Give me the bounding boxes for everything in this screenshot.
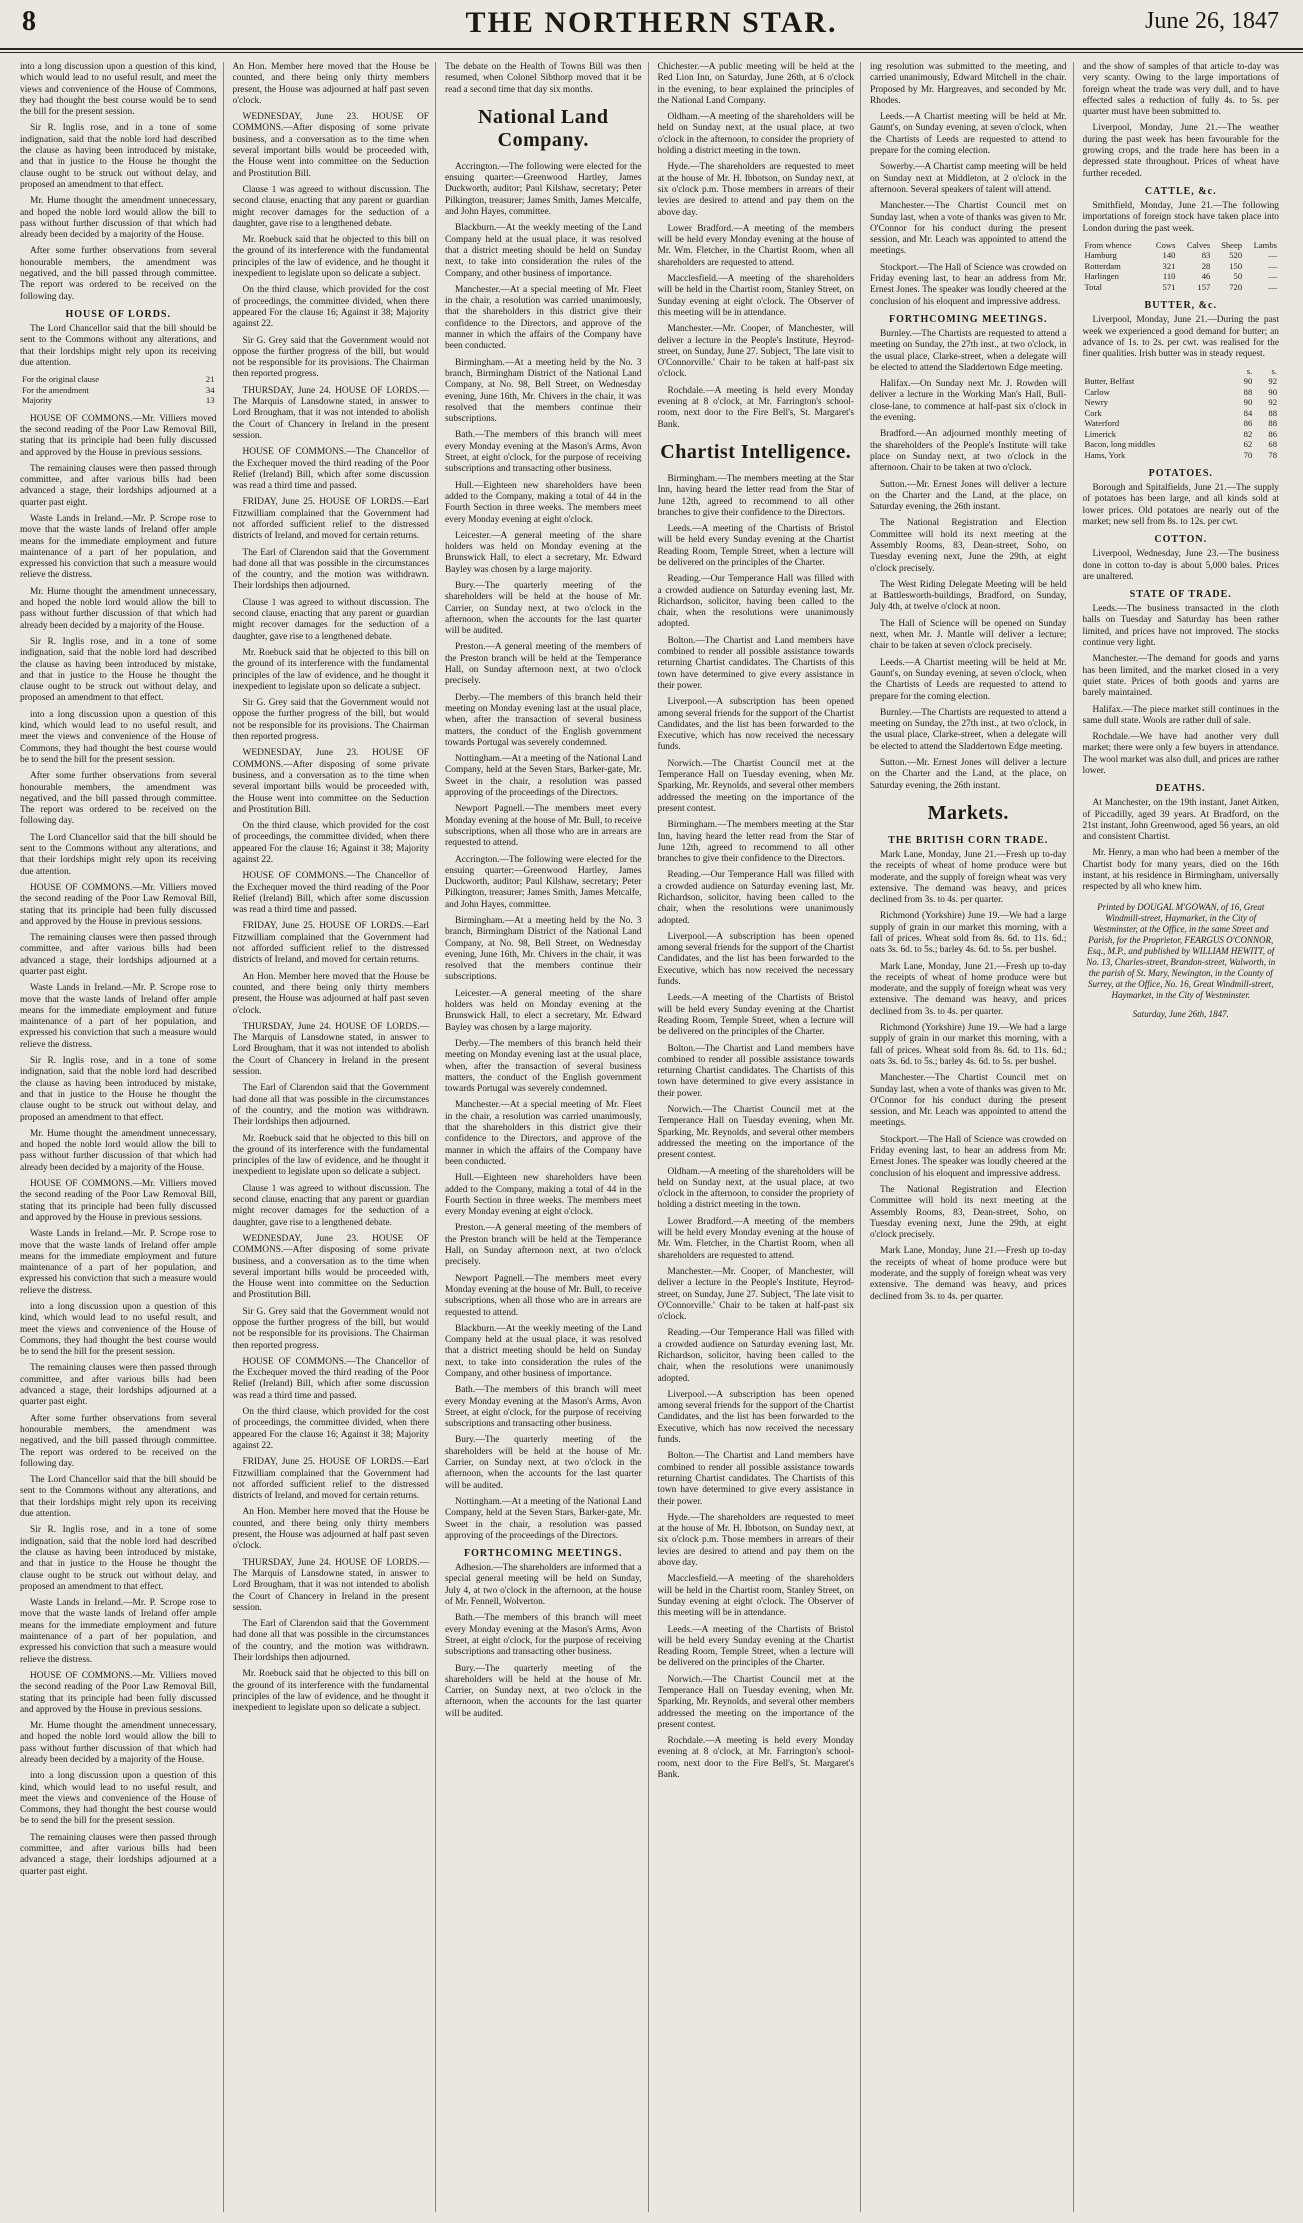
article-paragraph: Bath.—The members of this branch will meet every Monday evening at the Mason's Arms, Avon Street, at eight o'clock, for the purpose of receiving subscriptions and transacting other business. (445, 1385, 642, 1430)
article-paragraph: On the third clause, which provided for the cost of proceedings, the committee divided, when there appeared For the clause 16; Against it 38; Majority against 22. (232, 1407, 429, 1451)
article-paragraph: Waste Lands in Ireland.—Mr. P. Scrope rose to move that the waste lands of Ireland offer ample means for the immediate employment and future maintenance of a part of her population, and expressed his conviction that such a measure would relieve the distress. (20, 983, 217, 1050)
article-paragraph: Bolton.—The Chartist and Land members have combined to render all possible assistance towards returning Chartist candidates. The Chartists of this town have determined to give every assistance in their power. (657, 1451, 854, 1507)
article-paragraph: Bury.—The quarterly meeting of the shareholders will be held at the house of Mr. Carrier, on Sunday next, at two o'clock in the afternoon, when the accounts for the last quarter will be audited. (445, 580, 642, 637)
newspaper-title: THE NORTHERN STAR. (465, 6, 838, 39)
article-paragraph: Stockport.—The Hall of Science was crowded on Friday evening last, to hear an address from Mr. Ernest Jones. The speaker was loudly cheered at the conclusion of his eloquent and impressive address. (870, 1134, 1067, 1179)
article-paragraph: Bradford.—An adjourned monthly meeting of the shareholders of the People's Institute will take place on Sunday next, at two o'clock in the afternoon. Chair to be taken at two o'clock. (870, 429, 1067, 474)
section-heading: THE BRITISH CORN TRADE. (888, 834, 1049, 846)
article-paragraph: Leeds.—The business transacted in the cloth halls on Tuesday and Saturday has been rather limited, and prices have not improved. The stocks continue very light. (1082, 604, 1279, 649)
article-paragraph: Oldham.—A meeting of the shareholders will be held on Sunday next, at the usual place, at two o'clock in the afternoon, to consider the propriety of holding a district meeting in the town. (657, 112, 854, 157)
page-number: 8 (22, 6, 36, 37)
column-5 (870, 62, 1074, 2212)
section-heading: FORTHCOMING MEETINGS. (464, 1548, 623, 1560)
article-paragraph: Blackburn.—At the weekly meeting of the Land Company held at the usual place, it was resolved that a district meeting should be held on Sunday next, to take into consideration the rules of the Company, and other business of importance. (445, 223, 642, 279)
article-paragraph: Rochdale.—We have had another very dull market; there were only a few buyers in attendance. The wool market was also dull, and prices are rather lower. (1082, 732, 1279, 776)
article-paragraph: THURSDAY, June 24. HOUSE OF LORDS.—The Marquis of Lansdowne stated, in answer to Lord Brougham, that it was not intended to abolish the Court of Chancery in Ireland in the present session. (232, 1021, 429, 1078)
article-paragraph: Mark Lane, Monday, June 21.—Fresh up to-day the receipts of wheat of home produce were but moderate, and the supply of foreign wheat was very extensive. The demand was heavy, and prices declined from 3s. to 4s. per quarter. (870, 961, 1067, 1017)
article-paragraph: The National Registration and Election Committee will hold its next meeting at the Assembly Rooms, 83, Dean-street, Soho, on Tuesday evening next, June the 29th, at eight o'clock precisely. (870, 1184, 1067, 1241)
article-paragraph: Bath.—The members of this branch will meet every Monday evening at the Mason's Arms, Avon Street, at eight o'clock, for the purpose of receiving subscriptions and transacting other business. (445, 430, 642, 475)
article-paragraph: At Manchester, on the 19th instant, Janet Aitken, of Piccadilly, aged 39 years. At Bradford, on the 21st instant, John Greenwood, aged 56 years, an old and consistent Chartist. (1082, 798, 1279, 843)
article-paragraph: The West Riding Delegate Meeting will be held at Battlesworth-buildings, Bradford, on Sunday, July 4th, at twelve o'clock at noon. (870, 579, 1067, 613)
article-paragraph: THURSDAY, June 24. HOUSE OF LORDS.—The Marquis of Lansdowne stated, in answer to Lord Brougham, that it was not intended to abolish the Court of Chancery in Ireland in the present session. (232, 385, 429, 441)
section-heading: COTTON. (1154, 534, 1208, 546)
article-paragraph: into a long discussion upon a question of this kind, which would lead to no useful result, and meet the views and convenience of the House of Commons, they had thought the best course would be to send the bill for the present session. (20, 1771, 217, 1827)
article-paragraph: Halifax.—The piece market still continues in the same dull state. Wools are rather dull of sale. (1082, 704, 1279, 726)
article-paragraph: After some further observations from several honourable members, the amendment was negatived, and the bill passed through committee. The report was ordered to be received on the following day. (20, 1413, 217, 1469)
printer-imprint: Printed by DOUGAL M'GOWAN, of 16, Great Windmill-street, Haymarket, in the City of Westminster, at the Office, in the same Street and Parish, for the Proprietor, FEARGUS O'CONNOR, Esq., M.P., and published by WILLIAM HEWITT, of No. 13, Charles-street, Brandon-street, Walworth, in the parish of St. Mary, Newington, in the County of Surrey, at the Office, No. 16, Great Windmill-street, Haymarket, in the City of Westminster. (1086, 901, 1276, 1000)
table-row: Hamburg 140 83 520 — (1084, 250, 1277, 261)
article-paragraph: Rochdale.—A meeting is held every Monday evening at 8 o'clock, at Mr. Farrington's school-room, next door to the Fire Bell's, St. Margaret's Bank. (657, 1736, 854, 1781)
article-paragraph: HOUSE OF COMMONS.—Mr. Villiers moved the second reading of the Poor Law Removal Bill, stating that its principle had been fully discussed and approved by the House in previous sessions. (20, 1179, 217, 1223)
article-paragraph: Manchester.—The Chartist Council met on Sunday last, when a vote of thanks was given to Mr. O'Connor for his conduct during the present session, and Mr. Leach was appointed to attend the meetings. (870, 1073, 1067, 1129)
article-paragraph: After some further observations from several honourable members, the amendment was negatived, and the bill passed through committee. The report was ordered to be received on the following day. (20, 246, 217, 302)
column-1 (20, 62, 224, 2212)
article-paragraph: FRIDAY, June 25. HOUSE OF LORDS.—Earl Fitzwilliam complained that the Government had not afforded sufficient relief to the distressed districts of Ireland, and moved for certain returns. (232, 921, 429, 966)
article-paragraph: into a long discussion upon a question of this kind, which would lead to no useful result, and meet the views and convenience of the House of Commons, they had thought the best course would be to send the bill for the present session. (20, 709, 217, 765)
article-paragraph: Mark Lane, Monday, June 21.—Fresh up to-day the receipts of wheat of home produce were but moderate, and the supply of foreign wheat was very extensive. The demand was heavy, and prices declined from 3s. to 4s. per quarter. (870, 1246, 1067, 1302)
section-heading: Chartist Intelligence. (660, 440, 852, 463)
article-paragraph: Mr. Roebuck said that he objected to this bill on the ground of its interference with the fundamental principles of the law of evidence, and he thought it inexpedient to legislate upon so delicate a subject. (232, 1133, 429, 1178)
article-paragraph: FRIDAY, June 25. HOUSE OF LORDS.—Earl Fitzwilliam complained that the Government had not afforded sufficient relief to the distressed districts of Ireland, and moved for certain returns. (232, 497, 429, 542)
article-paragraph: Preston.—A general meeting of the members of the Preston branch will be held at the Temperance Hall, on Sunday afternoon next, at two o'clock precisely. (445, 642, 642, 687)
columns (20, 62, 1285, 2212)
article-paragraph: Birmingham.—At a meeting held by the No. 3 branch, Birmingham District of the National Land Company, at No. 98, Bell Street, on Wednesday evening, June 16th, Mr. Chivers in the chair, it was resolved that the members continue their subscriptions. (445, 357, 642, 425)
article-paragraph: Norwich.—The Chartist Council met at the Temperance Hall on Tuesday evening, when Mr. Sparking, Mr. Reynolds, and several other members addressed the meeting on the importance of the present contest. (657, 1105, 854, 1161)
article-paragraph: Burnley.—The Chartists are requested to attend a meeting on Sunday, the 27th inst., at two o'clock, in the usual place, Clarke-street, when a delegate will be elected to attend the Sladdertown Edge meeting. (870, 707, 1067, 752)
article-paragraph: Waste Lands in Ireland.—Mr. P. Scrope rose to move that the waste lands of Ireland offer ample means for the immediate employment and future maintenance of a part of her population, and expressed his conviction that such a measure would relieve the distress. (20, 1229, 217, 1296)
article-paragraph: Nottingham.—At a meeting of the National Land Company, held at the Seven Stars, Barker-gate, Mr. Sweet in the chair, a resolution was passed approving of the proceedings of the Directors. (445, 1496, 642, 1541)
article-paragraph: Manchester.—At a special meeting of Mr. Fleet in the chair, a resolution was carried unanimously, that the shareholders in this district give their confidence to the Directors, and approve of the manner in which the affairs of the Company have been conducted. (445, 284, 642, 352)
article-paragraph: Derby.—The members of this branch held their meeting on Monday evening last at the usual place, when, after the transaction of several business matters, the conduct of the English government towards Portugal was severely condemned. (445, 1038, 642, 1095)
article-paragraph: Clause 1 was agreed to without discussion. The second clause, enacting that any parent or guardian might recover damages for the seduction of a daughter, gave rise to a lengthened debate. (232, 597, 429, 642)
article-paragraph: Smithfield, Monday, June 21.—The following importations of foreign stock have taken place into London during the past week. (1082, 200, 1279, 234)
article-paragraph: The Earl of Clarendon said that the Government had done all that was possible in the circumstances of the country, and the motion was withdrawn. Their lordships then adjourned. (232, 547, 429, 592)
butter-table (1083, 366, 1280, 461)
article-paragraph: Leeds.—A meeting of the Chartists of Bristol will be held every Sunday evening at the Chartist Reading Room, Temple Street, when a lecture will be delivered on the principles of the Charter. (657, 993, 854, 1038)
article-paragraph: Adhesion.—The shareholders are informed that a special general meeting will be held on Sunday, July 4, at two o'clock in the afternoon, at the house of Mr. Fennell, Wolverton. (445, 1563, 642, 1608)
article-paragraph: Waste Lands in Ireland.—Mr. P. Scrope rose to move that the waste lands of Ireland offer ample means for the immediate employment and future maintenance of a part of her population, and expressed his conviction that such a measure would relieve the distress. (20, 1598, 217, 1665)
column-4 (658, 62, 862, 2212)
article-paragraph: Manchester.—The demand for goods and yarns has been limited, and the market closed in a very quiet state. Prices of both goods and yarns are barely maintained. (1082, 654, 1279, 699)
article-paragraph: Sutton.—Mr. Ernest Jones will deliver a lecture on the Charter and the Land, at the place, on Saturday evening, the 26th instant. (870, 758, 1067, 791)
section-heading: CATTLE, &c. (1144, 185, 1217, 197)
section-heading: POTATOES. (1148, 468, 1213, 480)
article-paragraph: Sir G. Grey said that the Government would not oppose the further progress of the bill, but would not be responsible for its provisions. The Chairman then reported progress. (232, 698, 429, 743)
article-paragraph: Richmond (Yorkshire) June 19.—We had a large supply of grain in our market this morning, with a fall of prices. Wheat sold from 8s. 6d. to 11s. 6d.; oats 3s. 6d. to 5s.; barley 4s. 6d. to 5s. per bushel. (870, 1023, 1067, 1067)
article-paragraph: After some further observations from several honourable members, the amendment was negatived, and the bill passed through committee. The report was ordered to be received on the following day. (20, 771, 217, 827)
article-paragraph: The Hall of Science will be opened on Sunday next, when Mr. J. Mantle will deliver a lecture; chair to be taken at seven o'clock precisely. (870, 618, 1067, 652)
column-2 (233, 62, 437, 2212)
article-paragraph: Bath.—The members of this branch will meet every Monday evening at the Mason's Arms, Avon Street, at eight o'clock, for the purpose of receiving subscriptions and transacting other business. (445, 1613, 642, 1658)
article-paragraph: Richmond (Yorkshire) June 19.—We had a large supply of grain in our market this morning, with a fall of prices. Wheat sold from 8s. 6d. to 11s. 6d.; oats 3s. 6d. to 5s.; barley 4s. 6d. to 5s. per bushel. (870, 911, 1067, 956)
table-row: Hams, York 70 78 (1084, 449, 1277, 460)
article-paragraph: Liverpool.—A subscription has been opened among several friends for the support of the Chartist Candidates, and the list has been forwarded to the Executive, which has now received the necessary funds. (657, 931, 854, 988)
article-paragraph: Birmingham.—At a meeting held by the No. 3 branch, Birmingham District of the National Land Company, at No. 98, Bell Street, on Wednesday evening, June 16th, Mr. Chivers in the chair, it was resolved that the members continue their subscriptions. (445, 916, 642, 983)
article-paragraph: Leeds.—A meeting of the Chartists of Bristol will be held every Sunday evening at the Chartist Reading Room, Temple Street, when a lecture will be delivered on the principles of the Charter. (657, 1624, 854, 1669)
article-paragraph: Macclesfield.—A meeting of the shareholders will be held in the Chartist room, Stanley Street, on Sunday evening at eight o'clock. The Observer of this meeting will be in attendance. (657, 1574, 854, 1619)
article-paragraph: Manchester.—Mr. Cooper, of Manchester, will deliver a lecture in the People's Institute, Heyrod-street, on Sunday, June 27. Subject, 'The late visit to O'Connorville.' Chair to be taken at half-past six o'clock. (657, 324, 854, 380)
article-paragraph: An Hon. Member here moved that the House be counted, and there being only thirty members present, the House was adjourned at half past seven o'clock. (232, 62, 429, 106)
table-row: Total 571 157 720 — (1084, 281, 1277, 292)
article-paragraph: THURSDAY, June 24. HOUSE OF LORDS.—The Marquis of Lansdowne stated, in answer to Lord Brougham, that it was not intended to abolish the Court of Chancery in Ireland in the present session. (232, 1557, 429, 1613)
article-paragraph: Lower Bradford.—A meeting of the members will be held every Monday evening at the house of Mr. Wm. Fletcher, in the Chartist Room, when all shareholders are requested to attend. (657, 223, 854, 268)
article-paragraph: Newport Pagnell.—The members meet every Monday evening at the house of Mr. Bull, to receive subscriptions, when all those who are in arrears are requested to attend. (445, 804, 642, 849)
article-paragraph: Sir G. Grey said that the Government would not oppose the further progress of the bill, but would not be responsible for its provisions. The Chairman then reported progress. (232, 1306, 429, 1351)
article-paragraph: Sowerby.—A Chartist camp meeting will be held on Sunday next at Middleton, at 2 o'clock in the afternoon. Several speakers of talent will attend. (870, 162, 1067, 195)
issue-date: June 26, 1847 (1145, 8, 1279, 34)
article-paragraph: Clause 1 was agreed to without discussion. The second clause, enacting that any parent or guardian might recover damages for the seduction of a daughter, gave rise to a lengthened debate. (232, 1183, 429, 1228)
article-paragraph: WEDNESDAY, June 23. HOUSE OF COMMONS.—After disposing of some private business, and a conversation as to the time when several important bills would be proceeded with, the House went into committee on the Seduction and Prostitution Bill. (232, 1233, 429, 1301)
article-paragraph: Oldham.—A meeting of the shareholders will be held on Sunday next, at the usual place, at two o'clock in the afternoon, to consider the propriety of holding a district meeting in the town. (657, 1166, 854, 1211)
article-paragraph: Bury.—The quarterly meeting of the shareholders will be held at the house of Mr. Carrier, on Sunday next, at two o'clock in the afternoon, when the accounts for the last quarter will be audited. (445, 1435, 642, 1491)
table-row: Harlingen 110 46 50 — (1084, 271, 1277, 282)
article-paragraph: Sir R. Inglis rose, and in a tone of some indignation, said that the noble lord had described the clause as having been introduced by mistake, and that in justice to the House he thought the clause ought to be struck out without delay, and proposed an amendment to that effect. (20, 123, 217, 190)
article-paragraph: Stockport.—The Hall of Science was crowded on Friday evening last, to hear an address from Mr. Ernest Jones. The speaker was loudly cheered at the conclusion of his eloquent and impressive address. (870, 262, 1067, 307)
article-paragraph: Hyde.—The shareholders are requested to meet at the house of Mr. H. Ibbotson, on Sunday next, at six o'clock p.m. Those members in arrears of their levies are desired to attend and pay them on the above day. (657, 162, 854, 218)
article-paragraph: An Hon. Member here moved that the House be counted, and there being only thirty members present, the House was adjourned at half past seven o'clock. (232, 1507, 429, 1552)
section-heading: FORTHCOMING MEETINGS. (889, 313, 1048, 325)
article-paragraph: An Hon. Member here moved that the House be counted, and there being only thirty members present, the House was adjourned at half past seven o'clock. (232, 971, 429, 1016)
article-paragraph: and the show of samples of that article to-day was very scanty. Owing to the large importations of foreign wheat the trade was very dull, and to have effected sales a reduction of fully 4s. to 5s. per quarter must have been submitted to. (1082, 62, 1279, 118)
article-paragraph: Reading.—Our Temperance Hall was filled with a crowded audience on Saturday evening last, Mr. Richardson, solicitor, having been called to the chair, when the resolutions were unanimously adopted. (657, 1328, 854, 1384)
article-paragraph: Accrington.—The following were elected for the ensuing quarter:—Greenwood Hartley, James Duckworth, auditor; Paul Kilshaw, secretary; Peter Pilkington, treasurer; James Smith, James Metcalfe, and John Hayes, committee. (445, 854, 642, 910)
table-row: Bacon, long middles 62 68 (1084, 439, 1277, 450)
imprint-date: Saturday, June 26th, 1847. (1132, 1008, 1229, 1019)
article-paragraph: On the third clause, which provided for the cost of proceedings, the committee divided, when there appeared For the clause 16; Against it 38; Majority against 22. (232, 285, 429, 330)
article-paragraph: The Earl of Clarendon said that the Government had done all that was possible in the circumstances of the country, and the motion was withdrawn. Their lordships then adjourned. (232, 1083, 429, 1128)
article-paragraph: HOUSE OF COMMONS.—Mr. Villiers moved the second reading of the Poor Law Removal Bill, stating that its principle had been fully discussed and approved by the House in previous sessions. (20, 1670, 217, 1715)
article-paragraph: Lower Bradford.—A meeting of the members will be held every Monday evening at the house of Mr. Wm. Fletcher, in the Chartist Room, when all shareholders are requested to attend. (657, 1216, 854, 1261)
article-paragraph: Hull.—Eighteen new shareholders have been added to the Company, making a total of 44 in the Fourth Section in three weeks. The members meet every Monday evening at eight o'clock. (445, 1173, 642, 1218)
article-paragraph: Mr. Roebuck said that he objected to this bill on the ground of its interference with the fundamental principles of the law of evidence, and he thought it inexpedient to legislate upon so delicate a subject. (232, 235, 429, 280)
article-paragraph: Reading.—Our Temperance Hall was filled with a crowded audience on Saturday evening last, Mr. Richardson, solicitor, having been called to the chair, when the resolutions were unanimously adopted. (657, 870, 854, 926)
article-paragraph: Waste Lands in Ireland.—Mr. P. Scrope rose to move that the waste lands of Ireland offer ample means for the immediate employment and future maintenance of a part of her population, and expressed his conviction that such a measure would relieve the distress. (20, 514, 217, 581)
article-paragraph: Burnley.—The Chartists are requested to attend a meeting on Sunday, the 27th inst., at two o'clock, in the usual place, Clarke-street, when a delegate will be elected to attend the Sladdertown Edge meeting. (870, 328, 1067, 373)
article-paragraph: Mr. Roebuck said that he objected to this bill on the ground of its interference with the fundamental principles of the law of evidence, and he thought it inexpedient to legislate upon so delicate a subject. (232, 647, 429, 692)
article-paragraph: On the third clause, which provided for the cost of proceedings, the committee divided, when there appeared For the clause 16; Against it 38; Majority against 22. (232, 821, 429, 865)
article-paragraph: Accrington.—The following were elected for the ensuing quarter:—Greenwood Hartley, James Duckworth, auditor; Paul Kilshaw, secretary; Peter Pilkington, treasurer; James Smith, James Metcalfe, and John Hayes, committee. (445, 161, 642, 218)
article-paragraph: HOUSE OF COMMONS.—Mr. Villiers moved the second reading of the Poor Law Removal Bill, stating that its principle had been fully discussed and approved by the House in previous sessions. (20, 882, 217, 927)
article-paragraph: Liverpool.—A subscription has been opened among several friends for the support of the Chartist Candidates, and the list has been forwarded to the Executive, which has now received the necessary funds. (657, 697, 854, 753)
article-paragraph: Norwich.—The Chartist Council met at the Temperance Hall on Tuesday evening, when Mr. Sparking, Mr. Reynolds, and several other members addressed the meeting on the importance of the present contest. (657, 758, 854, 814)
article-paragraph: Sir G. Grey said that the Government would not oppose the further progress of the bill, but would not be responsible for its provisions. The Chairman then reported progress. (232, 335, 429, 380)
article-paragraph: Clause 1 was agreed to without discussion. The second clause, enacting that any parent or guardian might recover damages for the seduction of a daughter, gave rise to a lengthened debate. (232, 184, 429, 229)
table-row: Waterford 86 88 (1084, 418, 1277, 429)
article-paragraph: Sir R. Inglis rose, and in a tone of some indignation, said that the noble lord had described the clause as having been introduced by mistake, and that in justice to the House he thought the clause ought to be struck out without delay, and proposed an amendment to that effect. (20, 1525, 217, 1592)
article-paragraph: Hyde.—The shareholders are requested to meet at the house of Mr. H. Ibbotson, on Sunday next, at six o'clock p.m. Those members in arrears of their levies are desired to attend and pay them on the above day. (657, 1512, 854, 1569)
article-paragraph: The Lord Chancellor said that the bill should be sent to the Commons without any alterations, and that their lordships might rely upon its receiving due attention. (20, 832, 217, 877)
article-paragraph: The Lord Chancellor said that the bill should be sent to the Commons without any alterations, and that their lordships might rely upon its receiving due attention. (20, 1475, 217, 1520)
article-paragraph: HOUSE OF COMMONS.—The Chancellor of the Exchequer moved the third reading of the Poor Relief (Ireland) Bill, which after some discussion was read a third time and passed. (232, 871, 429, 916)
article-paragraph: The debate on the Health of Towns Bill was then resumed, when Colonel Sibthorp moved that it be read a second time that day six months. (445, 62, 642, 95)
article-paragraph: Mr. Hume thought the amendment unnecessary, and hoped the noble lord would allow the bill to pass without further discussion of that which had already been decided by a majority of the House. (20, 1721, 217, 1765)
article-paragraph: Mr. Hume thought the amendment unnecessary, and hoped the noble lord would allow the bill to pass without further discussion of that which had already been decided by a majority of the House. (20, 586, 217, 631)
article-paragraph: Blackburn.—At the weekly meeting of the Land Company held at the usual place, it was resolved that a district meeting should be held on Sunday next, to take into consideration the rules of the Company, and other business of importance. (445, 1323, 642, 1379)
article-paragraph: Norwich.—The Chartist Council met at the Temperance Hall on Tuesday evening, when Mr. Sparking, Mr. Reynolds, and several other members addressed the meeting on the importance of the present contest. (657, 1674, 854, 1730)
article-paragraph: The National Registration and Election Committee will hold its next meeting at the Assembly Rooms, 83, Dean-street, Soho, on Tuesday evening next, June the 29th, at eight o'clock precisely. (870, 518, 1067, 574)
table-row: Cork 84 88 (1084, 407, 1277, 418)
column-6 (1083, 62, 1286, 2212)
article-paragraph: HOUSE OF COMMONS.—Mr. Villiers moved the second reading of the Poor Law Removal Bill, stating that its principle had been fully discussed and approved by the House in previous sessions. (20, 413, 217, 458)
article-paragraph: Sir R. Inglis rose, and in a tone of some indignation, said that the noble lord had described the clause as having been introduced by mistake, and that in justice to the House he thought the clause ought to be struck out without delay, and proposed an amendment to that effect. (20, 636, 217, 704)
section-heading: DEATHS. (1155, 783, 1206, 795)
article-paragraph: Reading.—Our Temperance Hall was filled with a crowded audience on Saturday evening last, Mr. Richardson, solicitor, having been called to the chair, when the resolutions were unanimously adopted. (657, 574, 854, 630)
article-paragraph: Nottingham.—At a meeting of the National Land Company, held at the Seven Stars, Barker-gate, Mr. Sweet in the chair, a resolution was passed approving of the proceedings of the Directors. (445, 754, 642, 799)
article-paragraph: into a long discussion upon a question of this kind, which would lead to no useful result, and meet the views and convenience of the House of Commons, they had thought the best course would be to send the bill for the present session. (20, 1302, 217, 1358)
article-paragraph: WEDNESDAY, June 23. HOUSE OF COMMONS.—After disposing of some private business, and a conversation as to the time when several important bills would be proceeded with, the House went into committee on the Seduction and Prostitution Bill. (232, 748, 429, 815)
article-paragraph: Sir R. Inglis rose, and in a tone of some indignation, said that the noble lord had described the clause as having been introduced by mistake, and that in justice to the House he thought the clause ought to be struck out without delay, and proposed an amendment to that effect. (20, 1056, 217, 1123)
cattle-table (1083, 240, 1280, 293)
article-paragraph: Mr. Henry, a man who had been a member of the Chartist body for many years, died on the 16th instant, at his residence in Birmingham, universally respected by all who knew him. (1082, 848, 1279, 893)
article-paragraph: Preston.—A general meeting of the members of the Preston branch will be held at the Temperance Hall, on Sunday afternoon next, at two o'clock precisely. (445, 1223, 642, 1268)
article-paragraph: Bolton.—The Chartist and Land members have combined to render all possible assistance towards returning Chartist candidates. The Chartists of this town have determined to give every assistance in their power. (657, 1043, 854, 1099)
article-paragraph: HOUSE OF COMMONS.—The Chancellor of the Exchequer moved the third reading of the Poor Relief (Ireland) Bill, which after some discussion was read a third time and passed. (232, 447, 429, 492)
article-paragraph: The remaining clauses were then passed through committee, and after various bills had been advanced a stage, their lordships adjourned at a quarter past eight. (20, 463, 217, 508)
article-paragraph: Mr. Hume thought the amendment unnecessary, and hoped the noble lord would allow the bill to pass without further discussion of that which had already been decided by a majority of the House. (20, 196, 217, 241)
article-paragraph: Birmingham.—The members meeting at the Star Inn, having heard the letter read from the Star of June 12th, agreed to recommend to all other branches to give their confidence to the Directors. (657, 820, 854, 865)
article-paragraph: Rochdale.—A meeting is held every Monday evening at 8 o'clock, at Mr. Farrington's school-room, next door to the Fire Bell's, St. Margaret's Bank. (657, 385, 854, 430)
article-paragraph: The remaining clauses were then passed through committee, and after various bills had been advanced a stage, their lordships adjourned at a quarter past eight. (20, 1832, 217, 1877)
article-paragraph: Mr. Hume thought the amendment unnecessary, and hoped the noble lord would allow the bill to pass without further discussion of that which had already been decided by a majority of the House. (20, 1128, 217, 1173)
article-paragraph: The remaining clauses were then passed through committee, and after various bills had been advanced a stage, their lordships adjourned at a quarter past eight. (20, 1363, 217, 1408)
article-paragraph: Macclesfield.—A meeting of the shareholders will be held in the Chartist room, Stanley Street, on Sunday evening at eight o'clock. The Observer of this meeting will be in attendance. (657, 274, 854, 318)
article-paragraph: ing resolution was submitted to the meeting, and carried unanimously, Edward Mitchell in the chair. Proposed by Mr. Hargreaves, and seconded by Mr. Rhodes. (870, 62, 1067, 106)
column-3 (445, 62, 649, 2212)
masthead (0, 0, 1303, 50)
article-paragraph: WEDNESDAY, June 23. HOUSE OF COMMONS.—After disposing of some private business, and a conversation as to the time when several important bills would be proceeded with, the House went into committee on the Seduction and Prostitution Bill. (232, 112, 429, 179)
article-paragraph: Liverpool, Wednesday, June 23.—The business done in cotton to-day is about 5,000 bales. Prices are unaltered. (1082, 549, 1279, 582)
article-paragraph: Derby.—The members of this branch held their meeting on Monday evening last at the usual place, when, after the transaction of several business matters, the conduct of the English government towards Portugal was severely condemned. (445, 692, 642, 748)
table-row: Limerick 82 86 (1084, 428, 1277, 439)
article-paragraph: Mr. Roebuck said that he objected to this bill on the ground of its interference with the fundamental principles of the law of evidence, and he thought it inexpedient to legislate upon so delicate a subject. (232, 1669, 429, 1714)
section-heading: BUTTER, &c. (1144, 300, 1217, 312)
article-paragraph: Leeds.—A Chartist meeting will be held at Mr. Gaunt's, on Sunday evening, at seven o'clock, when the Chartists of Leeds are requested to attend to prepare for the coming election. (870, 112, 1067, 157)
masthead-rule (0, 52, 1303, 53)
article-paragraph: into a long discussion upon a question of this kind, which would lead to no useful result, and meet the views and convenience of the House of Commons, they had thought the best course would be to send the bill for the present session. (20, 62, 217, 118)
article-paragraph: Leeds.—A meeting of the Chartists of Bristol will be held every Sunday evening at the Chartist Reading Room, Temple Street, when a lecture will be delivered on the principles of the Charter. (657, 524, 854, 568)
article-paragraph: FRIDAY, June 25. HOUSE OF LORDS.—Earl Fitzwilliam complained that the Government had not afforded sufficient relief to the distressed districts of Ireland, and moved for certain returns. (232, 1457, 429, 1502)
article-paragraph: The Earl of Clarendon said that the Government had done all that was possible in the circumstances of the country, and the motion was withdrawn. Their lordships then adjourned. (232, 1619, 429, 1663)
article-paragraph: The remaining clauses were then passed through committee, and after various bills had been advanced a stage, their lordships adjourned at a quarter past eight. (20, 933, 217, 977)
article-paragraph: Liverpool, Monday, June 21.—During the past week we experienced a good demand for butter; an advance of 1s. to 2s. per cwt. was realised for the finer qualities. Irish butter was in steady request. (1082, 315, 1279, 360)
article-paragraph: Leeds.—A Chartist meeting will be held at Mr. Gaunt's, on Sunday evening, at seven o'clock, when the Chartists of Leeds are requested to attend to prepare for the coming election. (870, 657, 1067, 702)
article-paragraph: Leicester.—A general meeting of the share holders was held on Monday evening at the Brunswick Hall, to elect a secretary, Mr. Edward Bayley was chosen by a large majority. (445, 988, 642, 1033)
table-row: For the amendment 34 (22, 384, 215, 395)
division-table (20, 374, 217, 406)
article-paragraph: The Lord Chancellor said that the bill should be sent to the Commons without any alterations, and that their lordships might rely upon its receiving due attention. (20, 323, 217, 368)
article-paragraph: Liverpool.—A subscription has been opened among several friends for the support of the Chartist Candidates, and the list has been forwarded to the Executive, which has now received the necessary funds. (657, 1389, 854, 1446)
table-row: Newry 90 92 (1084, 397, 1277, 408)
article-paragraph: Borough and Spitalfields, June 21.—The supply of potatoes has been large, and all kinds sold at lower prices. Old potatoes are nearly out of the market; new sell from 8s. to 12s. per cwt. (1082, 483, 1279, 527)
article-paragraph: Liverpool, Monday, June 21.—The weather during the past week has been favourable for the growing crops, and the trade here has been in a depressed state throughout. Prices of wheat have further receded. (1082, 123, 1279, 179)
article-paragraph: Sutton.—Mr. Ernest Jones will deliver a lecture on the Charter and the Land, at the place, on Saturday evening, the 26th instant. (870, 479, 1067, 513)
article-paragraph: Bolton.—The Chartist and Land members have combined to render all possible assistance towards returning Chartist candidates. The Chartists of this town have determined to give every assistance in their power. (657, 635, 854, 691)
article-paragraph: Birmingham.—The members meeting at the Star Inn, having heard the letter read from the Star of June 12th, agreed to recommend to all other branches to give their confidence to the Directors. (657, 473, 854, 518)
table-row: Butter, Belfast 90 92 (1084, 376, 1277, 387)
article-paragraph: HOUSE OF COMMONS.—The Chancellor of the Exchequer moved the third reading of the Poor Relief (Ireland) Bill, which after some discussion was read a third time and passed. (232, 1356, 429, 1401)
article-paragraph: Chichester.—A public meeting will be held at the Red Lion Inn, on Saturday, June 26th, at 6 o'clock in the evening, to hear explained the principles of the National Land Company. (657, 62, 854, 106)
section-heading: HOUSE OF LORDS. (65, 308, 171, 320)
section-heading: National Land Company. (478, 105, 609, 151)
table-header-row: s. s. (1246, 365, 1277, 376)
article-paragraph: Hull.—Eighteen new shareholders have been added to the Company, making a total of 44 in the Fourth Section in three weeks. The members meet every Monday evening at eight o'clock. (445, 480, 642, 525)
section-heading: STATE OF TRADE. (1129, 589, 1232, 601)
article-paragraph: Mark Lane, Monday, June 21.—Fresh up to-day the receipts of wheat of home produce were but moderate, and the supply of foreign wheat was very extensive. The demand was heavy, and prices declined from 3s. to 4s. per quarter. (870, 849, 1067, 906)
table-row: Rotterdam 321 28 150 — (1084, 260, 1277, 271)
article-paragraph: Halifax.—On Sunday next Mr. J. Rowden will deliver a lecture in the Working Man's Hall, Bull-close-lane, to commence at half-past six o'clock in the evening. (870, 379, 1067, 424)
article-paragraph: Manchester.—Mr. Cooper, of Manchester, will deliver a lecture in the People's Institute, Heyrod-street, on Sunday, June 27. Subject, 'The late visit to O'Connorville.' Chair to be taken at half-past six o'clock. (657, 1266, 854, 1323)
article-paragraph: Bury.—The quarterly meeting of the shareholders will be held at the house of Mr. Carrier, on Sunday next, at two o'clock in the afternoon, when the accounts for the last quarter will be audited. (445, 1663, 642, 1719)
table-row: For the original clause 21 (22, 374, 215, 385)
table-header-row: From whence Cows Calves Sheep Lambs (1084, 239, 1277, 250)
article-paragraph: Leicester.—A general meeting of the share holders was held on Monday evening at the Brunswick Hall, to elect a secretary, Mr. Edward Bayley was chosen by a large majority. (445, 530, 642, 575)
table-row: Majority 13 (22, 395, 215, 406)
article-paragraph: Manchester.—At a special meeting of Mr. Fleet in the chair, a resolution was carried unanimously, that the shareholders in this district give their confidence to the Directors, and approve of the manner in which the affairs of the Company have been conducted. (445, 1100, 642, 1167)
table-row: Carlow 88 90 (1084, 386, 1277, 397)
article-paragraph: Newport Pagnell.—The members meet every Monday evening at the house of Mr. Bull, to receive subscriptions, when all those who are in arrears are requested to attend. (445, 1273, 642, 1318)
section-heading: Markets. (927, 801, 1009, 824)
article-paragraph: Manchester.—The Chartist Council met on Sunday last, when a vote of thanks was given to Mr. O'Connor for his conduct during the present session, and Mr. Leach was appointed to attend the meetings. (870, 201, 1067, 257)
